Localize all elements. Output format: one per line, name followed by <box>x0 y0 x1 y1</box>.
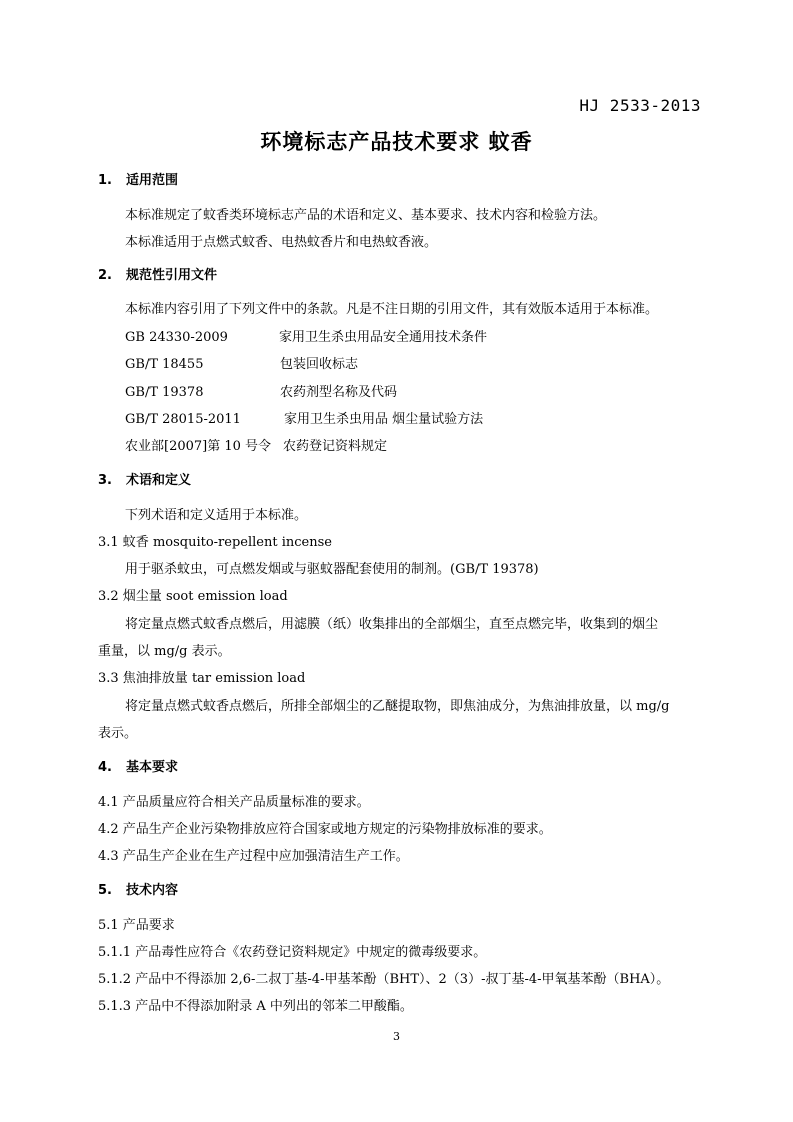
reference-code: GB/T 19378 <box>125 385 204 400</box>
section-1-title: 适用范围 <box>126 173 179 188</box>
term-3-3-definition-line-1: 将定量点燃式蚊香点燃后，所排全部烟尘的乙醚提取物，即焦油成分，为焦油排放量，以 mg/g <box>125 699 670 714</box>
reference-code: GB/T 18455 <box>125 357 204 372</box>
section-2-heading <box>98 264 217 283</box>
requirement-4-3: 4.3 产品生产企业在生产过程中应加强清洁生产工作。 <box>98 849 409 864</box>
section-2-title: 规范性引用文件 <box>126 268 218 283</box>
section-5-heading <box>98 879 178 898</box>
clause-5-1-1: 5.1.1 产品毒性应符合《农药登记资料规定》中规定的微毒级要求。 <box>98 945 487 960</box>
clause-5-1-2: 5.1.2 产品中不得添加 2,6-二叔丁基-4-甲基苯酚（BHT）、2（3）-叔丁基-4-甲氧基苯酚（BHA）。 <box>98 972 670 987</box>
section-4-heading <box>98 756 178 775</box>
requirement-4-1: 4.1 产品质量应符合相关产品质量标准的要求。 <box>98 795 370 810</box>
clause-5-1: 5.1 产品要求 <box>98 918 175 933</box>
page-number: 3 <box>393 1030 400 1043</box>
requirement-4-2: 4.2 产品生产企业污染物排放应符合国家或地方规定的污染物排放标准的要求。 <box>98 822 552 837</box>
reference-row <box>125 381 397 400</box>
section-5-number: 5. <box>98 883 112 898</box>
term-3-2-definition-line-2: 重量，以 mg/g 表示。 <box>98 644 231 659</box>
section-3-number: 3. <box>98 473 112 488</box>
section-5-title: 技术内容 <box>126 883 179 898</box>
section-2-number: 2. <box>98 268 112 283</box>
reference-name: 家用卫生杀虫用品安全通用技术条件 <box>279 330 488 345</box>
reference-code: 农业部[2007]第 10 号令 <box>125 439 272 454</box>
section-3-intro: 下列术语和定义适用于本标准。 <box>125 508 308 523</box>
section-1-number: 1. <box>98 173 112 188</box>
reference-name: 农药剂型名称及代码 <box>280 385 398 400</box>
reference-name: 农药登记资料规定 <box>283 439 388 454</box>
standard-code: HJ 2533-2013 <box>579 96 701 115</box>
section-1-para-1: 本标准规定了蚊香类环境标志产品的术语和定义、基本要求、技术内容和检验方法。 <box>125 208 607 223</box>
document-title: 环境标志产品技术要求 蚊香 <box>260 130 533 154</box>
term-3-1-heading: 3.1 蚊香 mosquito-repellent incense <box>98 535 332 550</box>
reference-row <box>125 435 387 454</box>
section-1-para-2: 本标准适用于点燃式蚊香、电热蚊香片和电热蚊香液。 <box>125 235 438 250</box>
section-3-heading <box>98 469 191 488</box>
term-3-3-definition-line-2: 表示。 <box>98 726 138 741</box>
section-1-heading <box>98 169 178 188</box>
term-3-2-heading: 3.2 烟尘量 soot emission load <box>98 589 288 604</box>
term-3-1-definition: 用于驱杀蚊虫，可点燃发烟或与驱蚊器配套使用的制剂。(GB/T 19378) <box>125 562 539 577</box>
section-4-title: 基本要求 <box>126 760 179 775</box>
section-4-number: 4. <box>98 760 112 775</box>
term-3-3-heading: 3.3 焦油排放量 tar emission load <box>98 671 306 686</box>
section-2-intro: 本标准内容引用了下列文件中的条款。凡是不注日期的引用文件，其有效版本适用于本标准。 <box>125 302 659 317</box>
reference-name: 包装回收标志 <box>280 357 359 372</box>
term-3-2-definition-line-1: 将定量点燃式蚊香点燃后，用滤膜（纸）收集排出的全部烟尘，直至点燃完毕，收集到的烟尘 <box>125 617 659 632</box>
reference-code: GB 24330-2009 <box>125 330 228 345</box>
reference-code: GB/T 28015-2011 <box>125 412 241 427</box>
clause-5-1-3: 5.1.3 产品中不得添加附录 A 中列出的邻苯二甲酸酯。 <box>98 999 413 1014</box>
reference-row <box>125 326 487 345</box>
reference-row <box>125 353 358 372</box>
section-3-title: 术语和定义 <box>126 473 192 488</box>
reference-name: 家用卫生杀虫用品 烟尘量试验方法 <box>284 412 484 427</box>
reference-row <box>125 408 483 427</box>
